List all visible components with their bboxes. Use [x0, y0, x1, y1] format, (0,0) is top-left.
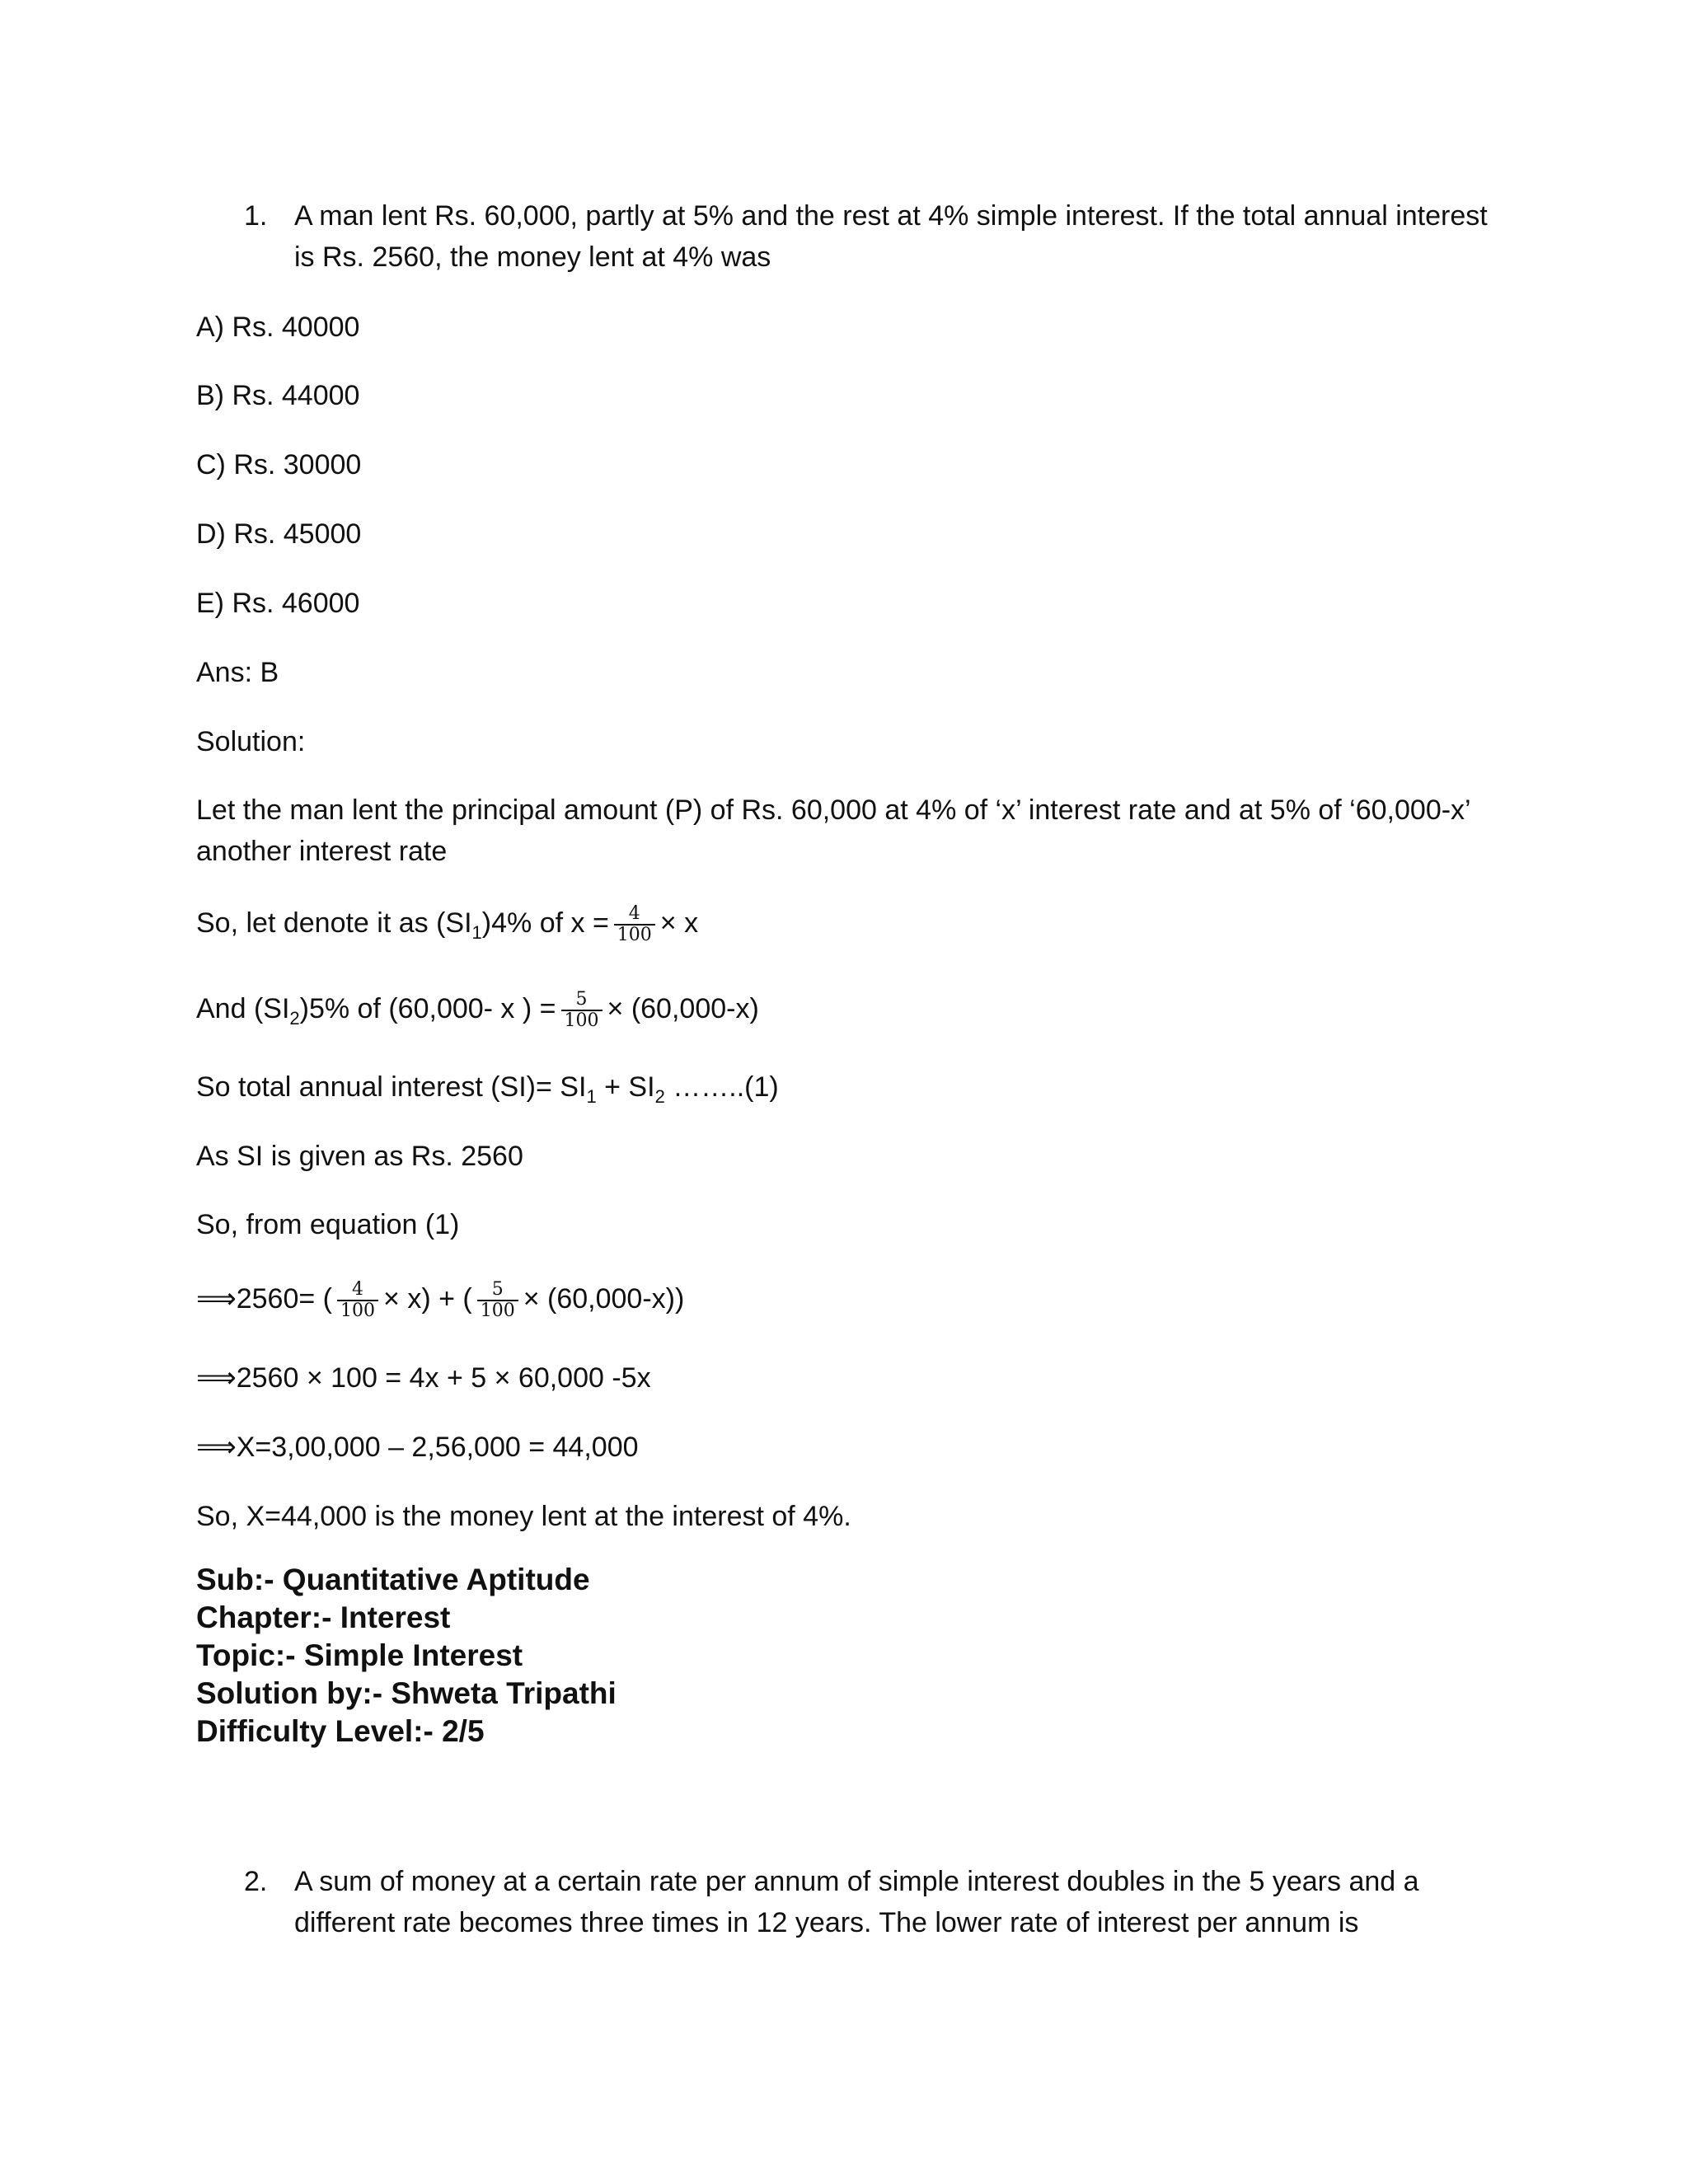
solution-line-1b: another interest rate — [196, 836, 448, 867]
meta-topic: Topic:- Simple Interest — [196, 1638, 523, 1672]
fraction-5-over-100: $\frac{5}{100}$ — [477, 1280, 518, 1321]
solution-line-result: ⟹X=3,00,000 – 2,56,000 = 44,000 — [196, 1432, 639, 1463]
option-b: B) Rs. 44000 — [196, 380, 360, 411]
meta-chapter: Chapter:- Interest — [196, 1601, 451, 1634]
answer: Ans: B — [196, 657, 279, 688]
question-number: 1. — [244, 200, 268, 232]
fraction-4-over-100: $\frac{4}{100}$ — [337, 1280, 378, 1321]
solution-line-total: So total annual interest $(SI)= SI_1 + SI_2$ ……..(1) — [196, 1071, 779, 1107]
meta-solution-by: Solution by:- Shweta Tripathi — [196, 1676, 617, 1710]
solution-line-si2: And $(SI_2)5\%$ of (60,000- x ) = $\frac{5}{100}$ × (60,000-x) — [196, 989, 759, 1032]
meta-subject: Sub:- Quantitative Aptitude — [196, 1563, 590, 1596]
question-1 — [244, 199, 267, 232]
solution-line-conclusion: So, X=44,000 is the money lent at the interest of 4%. — [196, 1501, 851, 1532]
solution-line-si1: So, let denote it as $(SI_1)4\%$ of x = $\frac{4}{100}$ × x — [196, 903, 699, 946]
fraction-5-over-100: $\frac{5}{100}$ — [561, 990, 603, 1031]
solution-line-eq: ⟹2560= ( $\frac{4}{100}$ × x) + ( $\frac{5}{100}$ × (60,000-x)) — [196, 1279, 685, 1322]
option-c: C) Rs. 30000 — [196, 449, 362, 480]
option-a: A) Rs. 40000 — [196, 312, 360, 343]
solution-label: Solution: — [196, 726, 306, 757]
solution-line-1a: Let the man lent the principal amount (P) of Rs. 60,000 at 4% of ‘x’ interest rate and at 5% of ‘60,000-x’ — [196, 794, 1471, 826]
option-d: D) Rs. 45000 — [196, 518, 362, 550]
question-2-text-line-2: different rate becomes three times in 12 years. The lower rate of interest per annum is — [294, 1907, 1359, 1938]
meta-difficulty: Difficulty Level:- 2/5 — [196, 1714, 485, 1748]
question-2-number: 2. — [244, 1866, 268, 1897]
question-1-text-line-2: is Rs. 2560, the money lent at 4% was — [294, 241, 771, 273]
solution-line-multiply: ⟹2560 × 100 = 4x + 5 × 60,000 -5x — [196, 1362, 651, 1394]
question-2-text-line-1: A sum of money at a certain rate per annum of simple interest doubles in the 5 years and a — [294, 1866, 1419, 1897]
solution-line-from-eq: So, from equation (1) — [196, 1209, 460, 1240]
solution-line-given: As SI is given as Rs. 2560 — [196, 1141, 523, 1172]
question-1-text-line-1: A man lent Rs. 60,000, partly at 5% and the rest at 4% simple interest. If the total annual interest — [294, 200, 1488, 232]
fraction-4-over-100: $\frac{4}{100}$ — [614, 904, 655, 945]
option-e: E) Rs. 46000 — [196, 588, 360, 619]
